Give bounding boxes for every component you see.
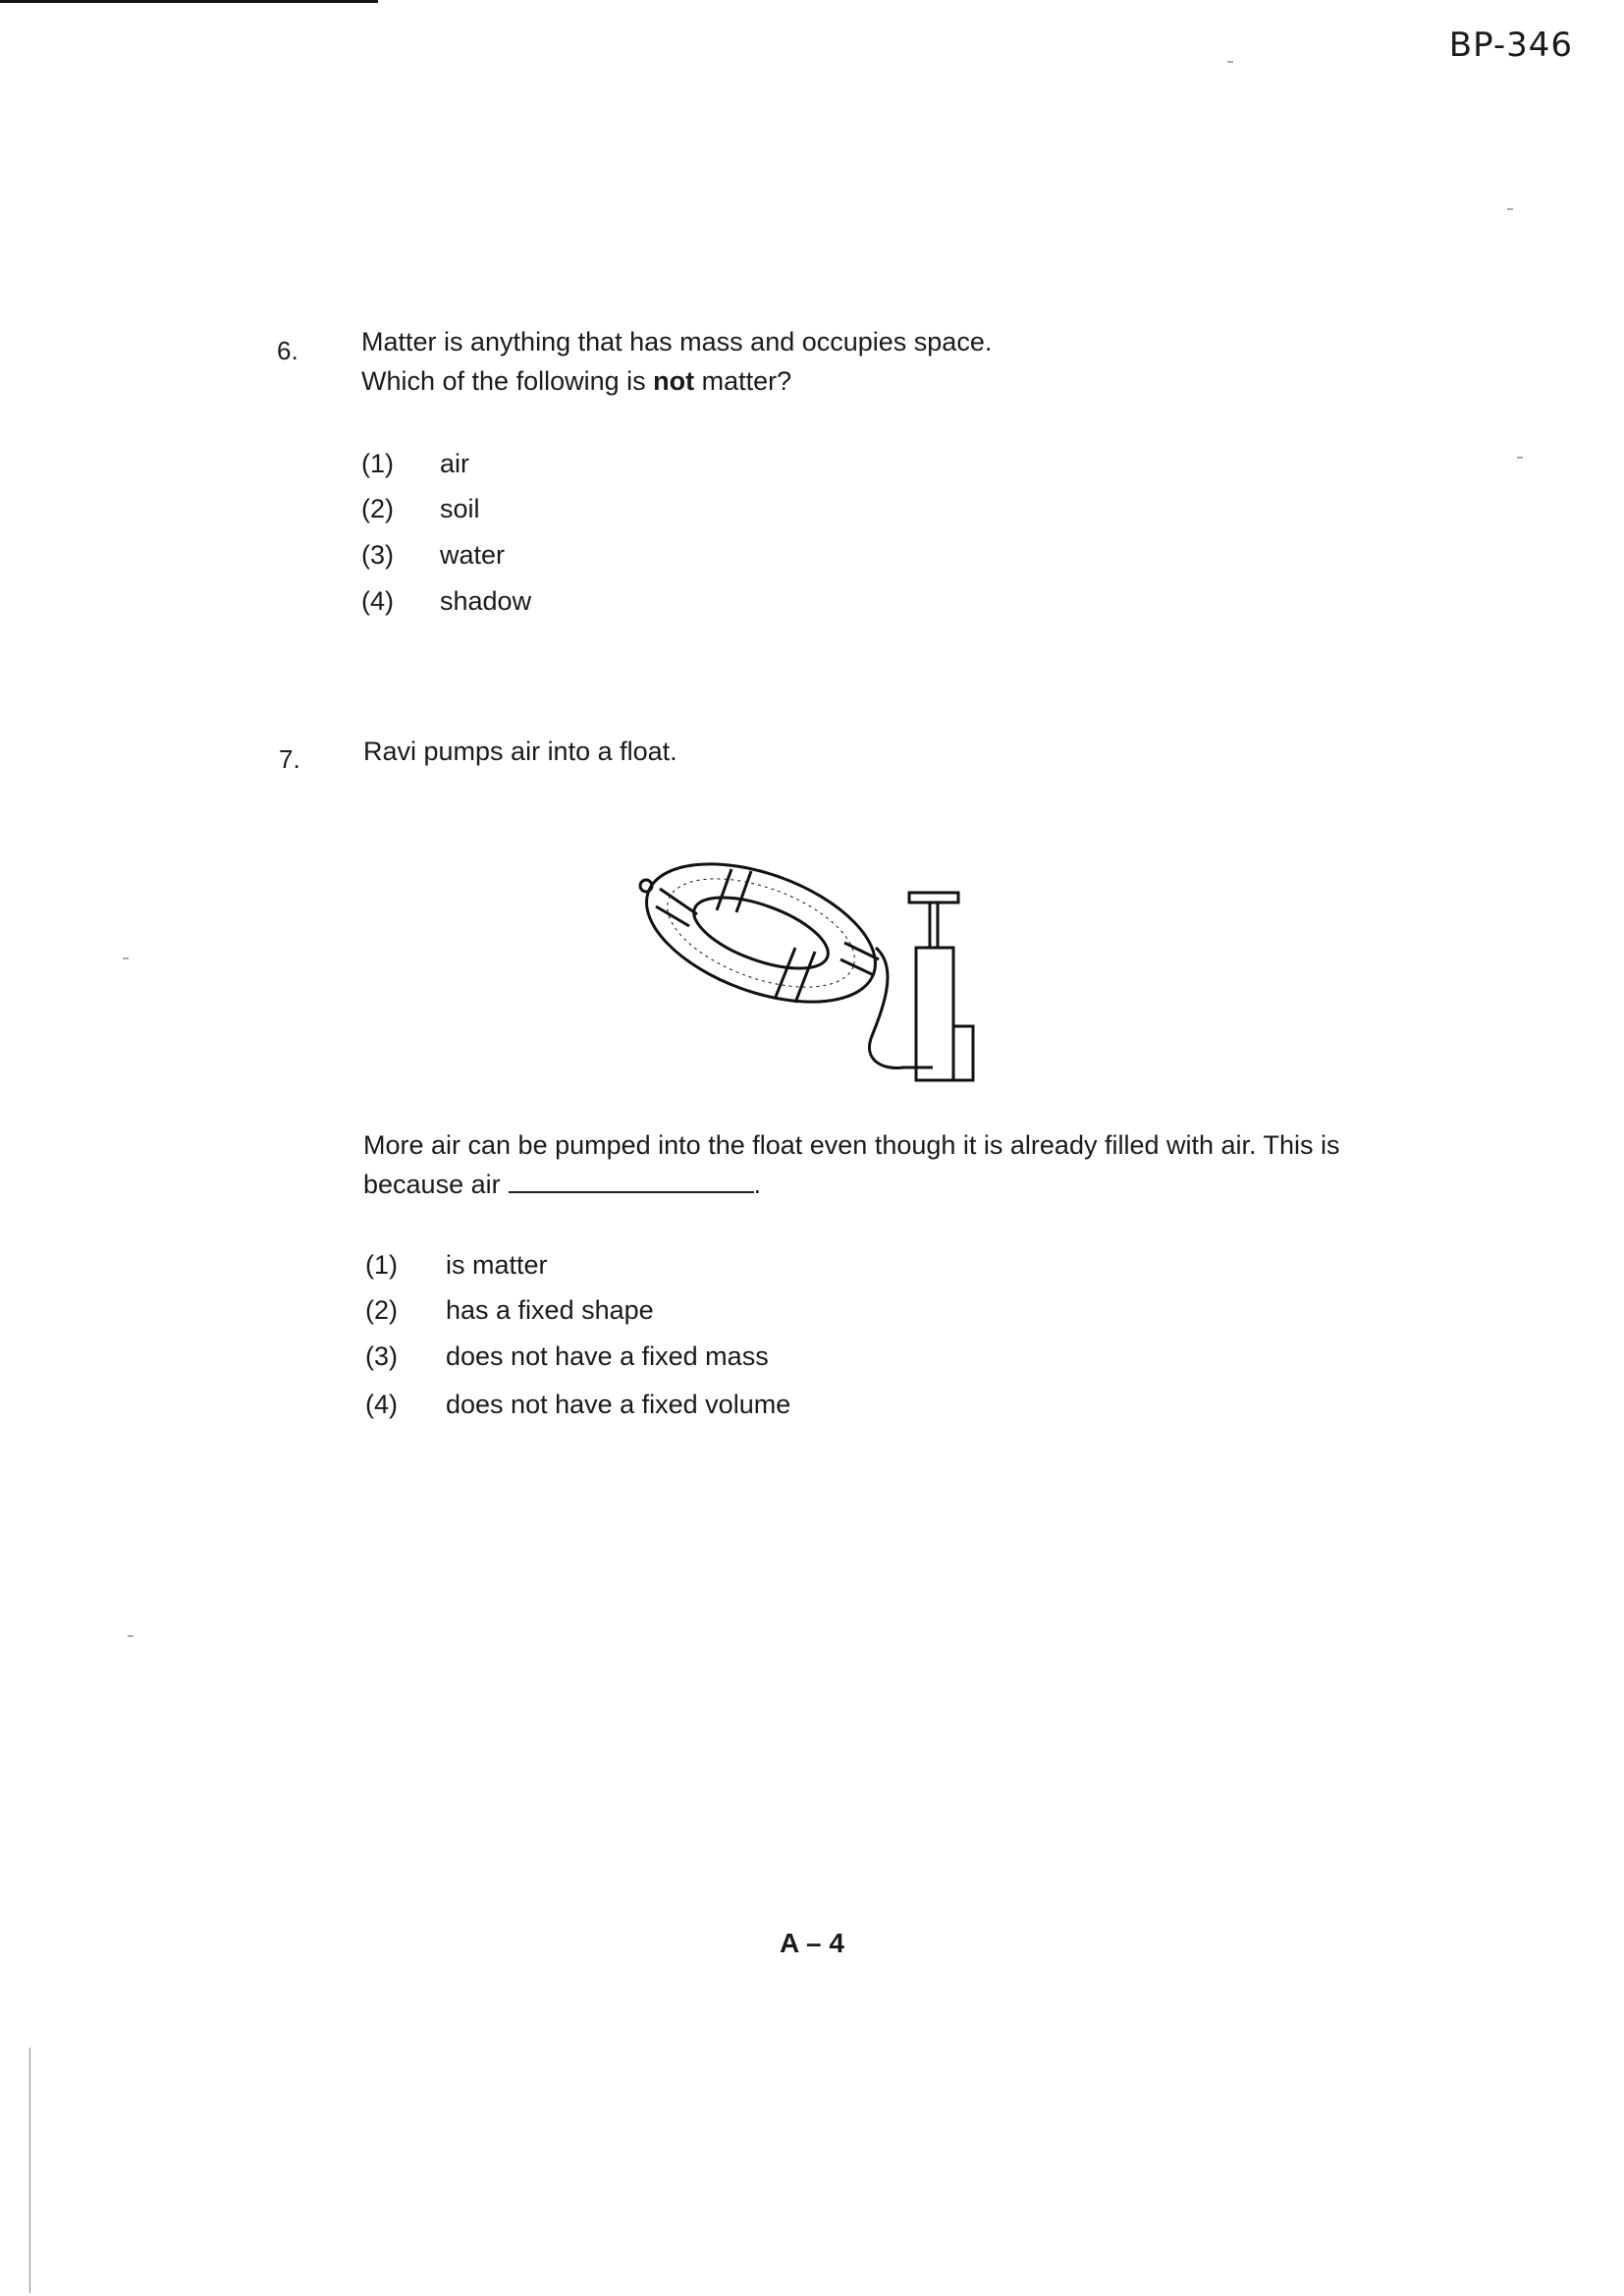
q7-option-4-number: (4) xyxy=(365,1389,398,1419)
scan-speck xyxy=(128,1635,134,1637)
q6-option-1-number: (1) xyxy=(361,448,394,478)
q7-option-4[interactable] xyxy=(365,1385,790,1424)
q7-option-3[interactable] xyxy=(365,1337,769,1376)
page-number: A – 4 xyxy=(780,1928,844,1958)
question-7-stem: Ravi pumps air into a float. xyxy=(363,737,677,766)
q6-option-1-text: air xyxy=(440,448,470,478)
question-7-number: 7. xyxy=(279,744,300,774)
question-7-followup-line2 xyxy=(363,1165,1542,1204)
pump-foot xyxy=(953,1026,973,1080)
float-band-2 xyxy=(776,948,815,1003)
question-6-line2-end: matter? xyxy=(694,366,792,396)
q6-option-2-text: soil xyxy=(440,493,480,523)
pump-barrel xyxy=(916,948,953,1080)
question-7-followup xyxy=(363,1125,1542,1204)
pump-hose xyxy=(870,948,933,1068)
float-ring-seam xyxy=(653,857,868,1010)
q6-option-4[interactable] xyxy=(361,581,531,621)
top-rule xyxy=(0,0,378,3)
question-7-followup-end: . xyxy=(753,1170,762,1199)
q7-option-1[interactable] xyxy=(365,1245,548,1285)
float-ring-inner xyxy=(685,883,837,983)
question-6-line1: Matter is anything that has mass and occupies space. xyxy=(361,327,993,356)
q6-option-2-number: (2) xyxy=(361,493,394,523)
answer-blank xyxy=(509,1168,754,1193)
q7-option-2[interactable] xyxy=(365,1290,654,1330)
float-band-1 xyxy=(717,869,751,912)
question-6-number: 6. xyxy=(277,336,298,365)
scan-margin-line xyxy=(29,2048,30,2293)
scan-speck xyxy=(1507,208,1513,210)
question-6-line2 xyxy=(361,361,1490,401)
q7-option-4-text: does not have a fixed volume xyxy=(446,1389,791,1419)
question-7-followup-start: because air xyxy=(363,1170,501,1199)
q6-option-4-text: shadow xyxy=(440,585,532,616)
scan-speck xyxy=(1227,61,1233,63)
q6-option-3-text: water xyxy=(440,539,506,570)
question-6-line2-start: Which of the following is xyxy=(361,366,654,396)
float-ring-outer xyxy=(638,849,893,1029)
q7-option-1-text: is matter xyxy=(446,1249,548,1280)
question-7-followup-line1: More air can be pumped into the float even though it is already filled with air. This is xyxy=(363,1130,1340,1160)
float-band-3 xyxy=(656,889,697,926)
q6-option-3[interactable] xyxy=(361,535,505,574)
q7-option-2-text: has a fixed shape xyxy=(446,1294,654,1325)
scan-speck xyxy=(1517,457,1523,459)
pump-handle xyxy=(909,893,958,902)
q7-option-3-text: does not have a fixed mass xyxy=(446,1340,769,1371)
paper-code: BP-346 xyxy=(1448,26,1573,65)
q6-option-4-number: (4) xyxy=(361,585,394,616)
q7-option-1-number: (1) xyxy=(365,1249,398,1280)
q7-option-2-number: (2) xyxy=(365,1294,398,1325)
q7-option-3-number: (3) xyxy=(365,1340,398,1371)
question-6-emphasis: not xyxy=(653,366,695,396)
scan-speck xyxy=(123,957,129,959)
q6-option-3-number: (3) xyxy=(361,539,394,570)
q6-option-1[interactable] xyxy=(361,444,469,483)
float-and-pump-illustration xyxy=(638,849,992,1085)
q6-option-2[interactable] xyxy=(361,489,480,528)
question-6-text xyxy=(361,322,1490,401)
